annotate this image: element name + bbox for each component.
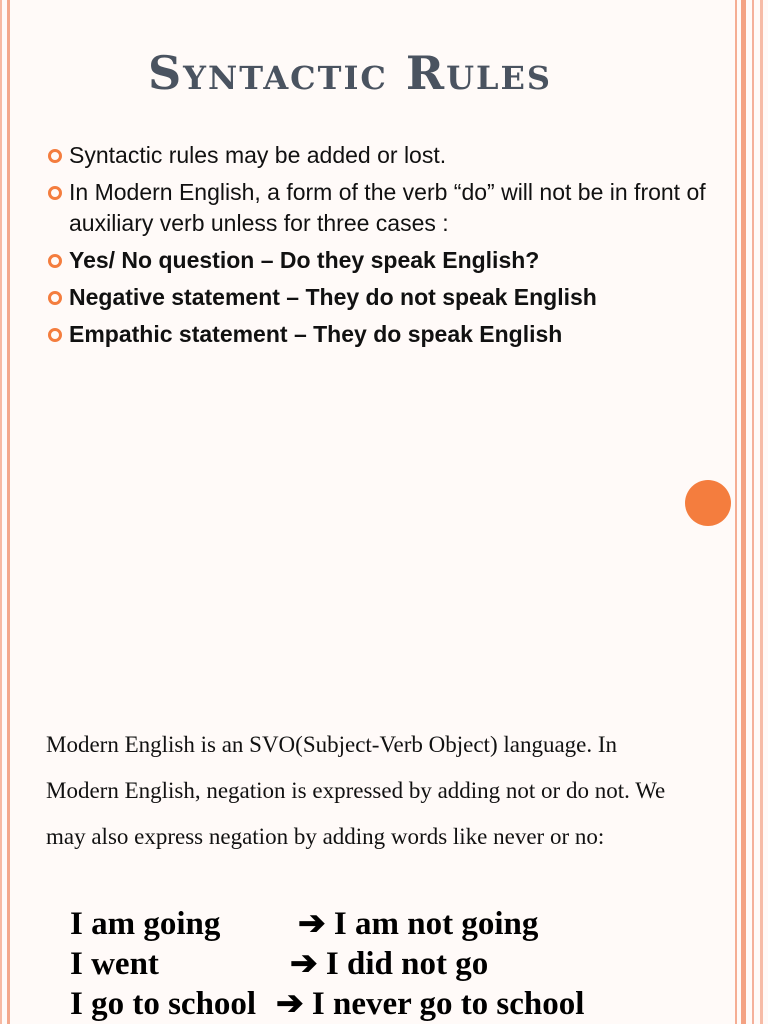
example-negative: ➔ I am not going <box>298 906 539 942</box>
bullet-ring-icon <box>48 328 62 342</box>
bullet-item <box>46 282 706 313</box>
example-row <box>70 944 710 984</box>
example-affirmative: I went <box>70 946 159 982</box>
example-row <box>70 904 710 944</box>
bullet-ring-icon <box>48 149 62 163</box>
body-paragraph: Modern English is an SVO(Subject-Verb Object) language. In Modern English, negation is expressed by adding not or do not. We may also express negation by adding words like never or no: <box>46 732 666 849</box>
decorative-circle <box>685 480 731 526</box>
bullet-text: Syntactic rules may be added or lost. <box>69 142 447 168</box>
bullet-text: In Modern English, a form of the verb “do” will not be in front of auxiliary verb unless for three cases : <box>69 179 706 236</box>
left-border-decoration <box>0 0 10 1024</box>
bullet-text: Yes/ No question – Do they speak English? <box>69 247 540 273</box>
example-row <box>70 984 710 1024</box>
right-border-line <box>741 0 746 1024</box>
bullet-ring-icon <box>48 291 62 305</box>
example-affirmative: I am going <box>70 906 221 942</box>
bullet-list <box>46 140 706 356</box>
right-border-line <box>760 0 763 1024</box>
bullet-text: Empathic statement – They do speak English <box>69 321 563 347</box>
bullet-item <box>46 245 706 276</box>
bullet-ring-icon <box>48 254 62 268</box>
bullet-text: Negative statement – They do not speak English <box>69 284 597 310</box>
bullet-item <box>46 140 706 171</box>
right-border-line <box>735 0 737 1024</box>
example-negative: ➔ I never go to school <box>276 986 585 1022</box>
bullet-ring-icon <box>48 186 62 200</box>
bullet-item <box>46 177 706 239</box>
bullet-item <box>46 319 706 350</box>
example-negative: ➔ I did not go <box>290 946 489 982</box>
negation-examples <box>70 904 710 1024</box>
example-affirmative: I go to school <box>70 986 257 1022</box>
right-border-line <box>752 0 754 1024</box>
slide-title: Syntactic Rules <box>147 46 553 100</box>
